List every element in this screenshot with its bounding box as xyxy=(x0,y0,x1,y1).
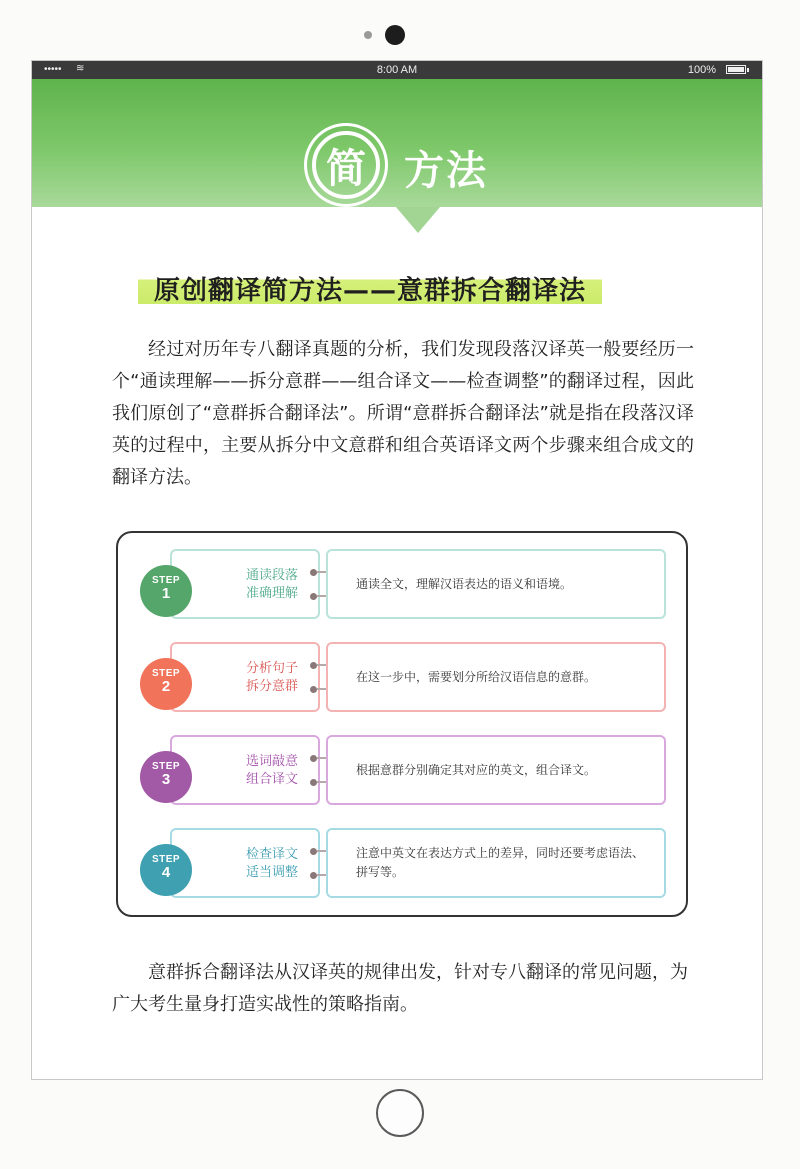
pin-icon xyxy=(310,593,317,600)
step-description-3: 根据意群分别确定其对应的英文，组合译文。 xyxy=(326,735,666,805)
sensor-icon xyxy=(364,31,372,39)
home-button-icon[interactable] xyxy=(376,1089,424,1137)
step-badge-3 xyxy=(140,751,192,803)
step-badge-label: STEP xyxy=(151,761,181,772)
tablet-screen xyxy=(31,60,763,1080)
step-title-1: 通读段落 xyxy=(245,568,298,583)
step-row-2 xyxy=(118,642,686,714)
step-badge-label: STEP xyxy=(151,575,181,586)
signal-icon: ••••• xyxy=(44,64,62,75)
step-badge-label: STEP xyxy=(151,854,181,865)
banner-title: 方法 xyxy=(404,148,488,194)
step-subtitle-2: 拆分意群 xyxy=(245,679,298,694)
step-badge-4 xyxy=(140,844,192,896)
steps-diagram xyxy=(116,531,688,917)
step-title-2: 分析句子 xyxy=(245,661,298,676)
step-card-2 xyxy=(170,642,320,712)
step-badge-number: 3 xyxy=(161,771,171,788)
banner-pointer xyxy=(396,207,440,233)
step-row-3 xyxy=(118,735,686,807)
step-card-4 xyxy=(170,828,320,898)
camera-icon xyxy=(385,25,405,45)
wifi-icon: ≋ xyxy=(76,63,85,74)
pin-icon xyxy=(310,779,317,786)
step-subtitle-4: 适当调整 xyxy=(245,865,298,880)
step-subtitle-3: 组合译文 xyxy=(245,772,298,787)
step-title-4: 检查译文 xyxy=(245,847,298,862)
step-title-3: 选词敲意 xyxy=(245,754,298,769)
step-description-2: 在这一步中，需要划分所给汉语信息的意群。 xyxy=(326,642,666,712)
section-title: 原创翻译简方法——意群拆合翻译法 xyxy=(138,266,602,311)
pin-icon xyxy=(310,686,317,693)
pin-icon xyxy=(310,755,317,762)
step-row-4 xyxy=(118,828,686,900)
step-description-1: 通读全文，理解汉语表达的语义和语境。 xyxy=(326,549,666,619)
banner-badge xyxy=(304,123,388,207)
outro-paragraph: 意群拆合翻译法从汉译英的规律出发，针对专八翻译的常见问题，为广大考生量身打造实战性的策略指南。 xyxy=(112,962,688,1015)
pin-icon xyxy=(310,662,317,669)
battery-icon xyxy=(726,65,746,74)
step-badge-label: STEP xyxy=(151,668,181,679)
step-card-3 xyxy=(170,735,320,805)
status-bar xyxy=(32,61,762,79)
step-badge-2 xyxy=(140,658,192,710)
step-description-4: 注意中英文在表达方式上的差异，同时还要考虑语法、拼写等。 xyxy=(326,828,666,898)
intro-paragraph: 经过对历年专八翻译真题的分析，我们发现段落汉译英一般要经历一个“通读理解——拆分意群——组合译文——检查调整”的翻译过程，因此我们原创了“意群拆合翻译法”。所谓“意群拆合翻译法”就是指在段落汉译英的过程中，主要从拆分中文意群和组合英语译文两个步骤来组合成文的翻译方法。 xyxy=(112,339,694,488)
pin-icon xyxy=(310,872,317,879)
step-subtitle-1: 准确理解 xyxy=(245,586,298,601)
banner-badge-char: 简 xyxy=(312,131,380,199)
step-badge-1 xyxy=(140,565,192,617)
battery-percent: 100% xyxy=(687,64,716,76)
header-banner xyxy=(32,79,762,207)
step-badge-number: 1 xyxy=(161,585,171,602)
pin-icon xyxy=(310,848,317,855)
pin-icon xyxy=(310,569,317,576)
step-badge-number: 2 xyxy=(161,678,171,695)
step-badge-number: 4 xyxy=(161,864,171,881)
step-row-1 xyxy=(118,549,686,621)
step-card-1 xyxy=(170,549,320,619)
status-time: 8:00 AM xyxy=(376,64,418,76)
